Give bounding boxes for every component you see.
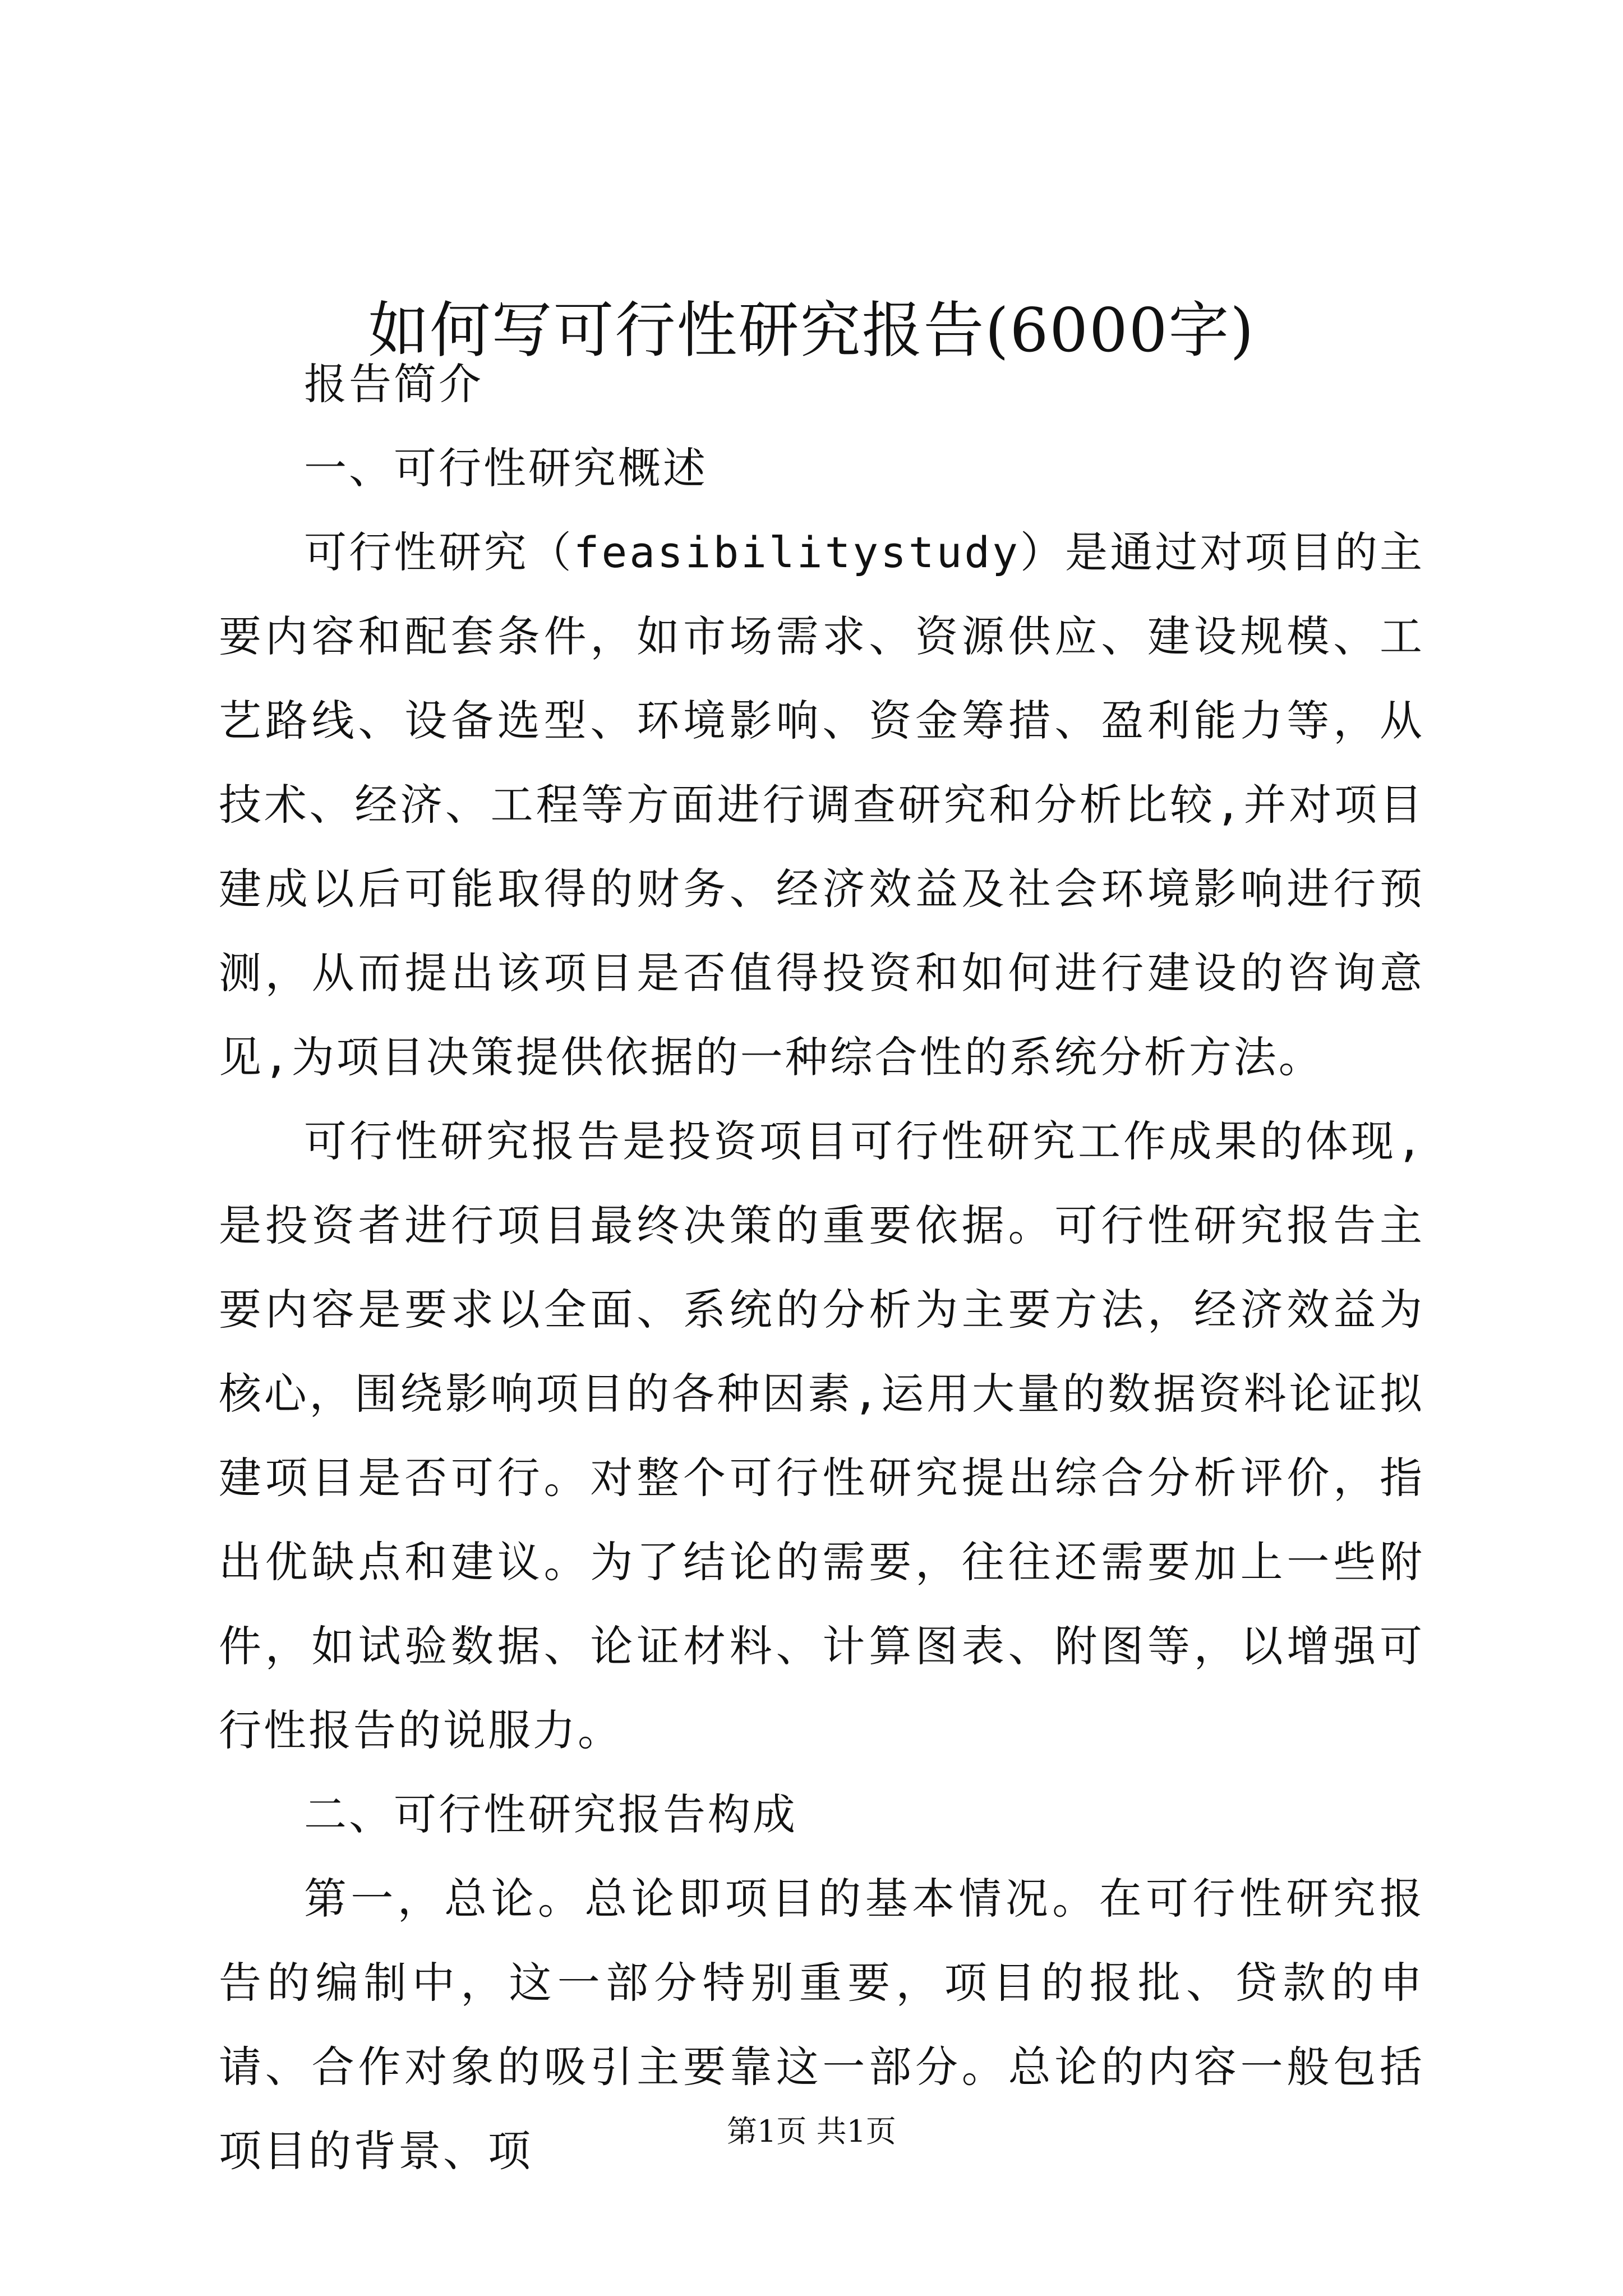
paragraph-feasibility-definition: 可行性研究（feasibilitystudy）是通过对项目的主要内容和配套条件，如市场需求、资源供应、建设规模、工艺路线、设备选型、环境影响、资金筹措、盈利能力等，从技术、经济、工程等方面进行调查研究和分析比较,并对项目建成以后可能取得的财务、经济效益及社会环境影响进行预测，从而提出该项目是否值得投资和如何进行建设的咨询意见,为项目决策提供依据的一种综合性的系统分析方法。 — [219, 527, 1424, 1082]
document-body — [219, 342, 1424, 2193]
document-title: 如何写可行性研究报告(6000字) — [368, 296, 1255, 366]
paragraph-general-overview: 第一，总论。总论即项目的基本情况。在可行性研究报告的编制中，这一部分特别重要，项目的报批、贷款的申请、合作对象的吸引主要靠这一部分。总论的内容一般包括项目的背景、项 — [219, 1874, 1424, 2176]
paragraph-report-content: 可行性研究报告是投资项目可行性研究工作成果的体现,是投资者进行项目最终决策的重要依据。可行性研究报告主要内容是要求以全面、系统的分析为主要方法，经济效益为核心，围绕影响项目的各种因素,运用大量的数据资料论证拟建项目是否可行。对整个可行性研究提出综合分析评价，指出优缺点和建议。为了结论的需要，往往还需要加上一些附件，如试验数据、论证材料、计算图表、附图等，以增强可行性报告的说服力。 — [219, 1116, 1424, 1755]
page-footer: 第1页 共1页 — [727, 2114, 896, 2149]
heading-section-2: 二、可行性研究报告构成 — [304, 1789, 797, 1839]
paragraph-report-intro: 报告简介 — [304, 359, 483, 409]
heading-section-1: 一、可行性研究概述 — [304, 443, 708, 493]
